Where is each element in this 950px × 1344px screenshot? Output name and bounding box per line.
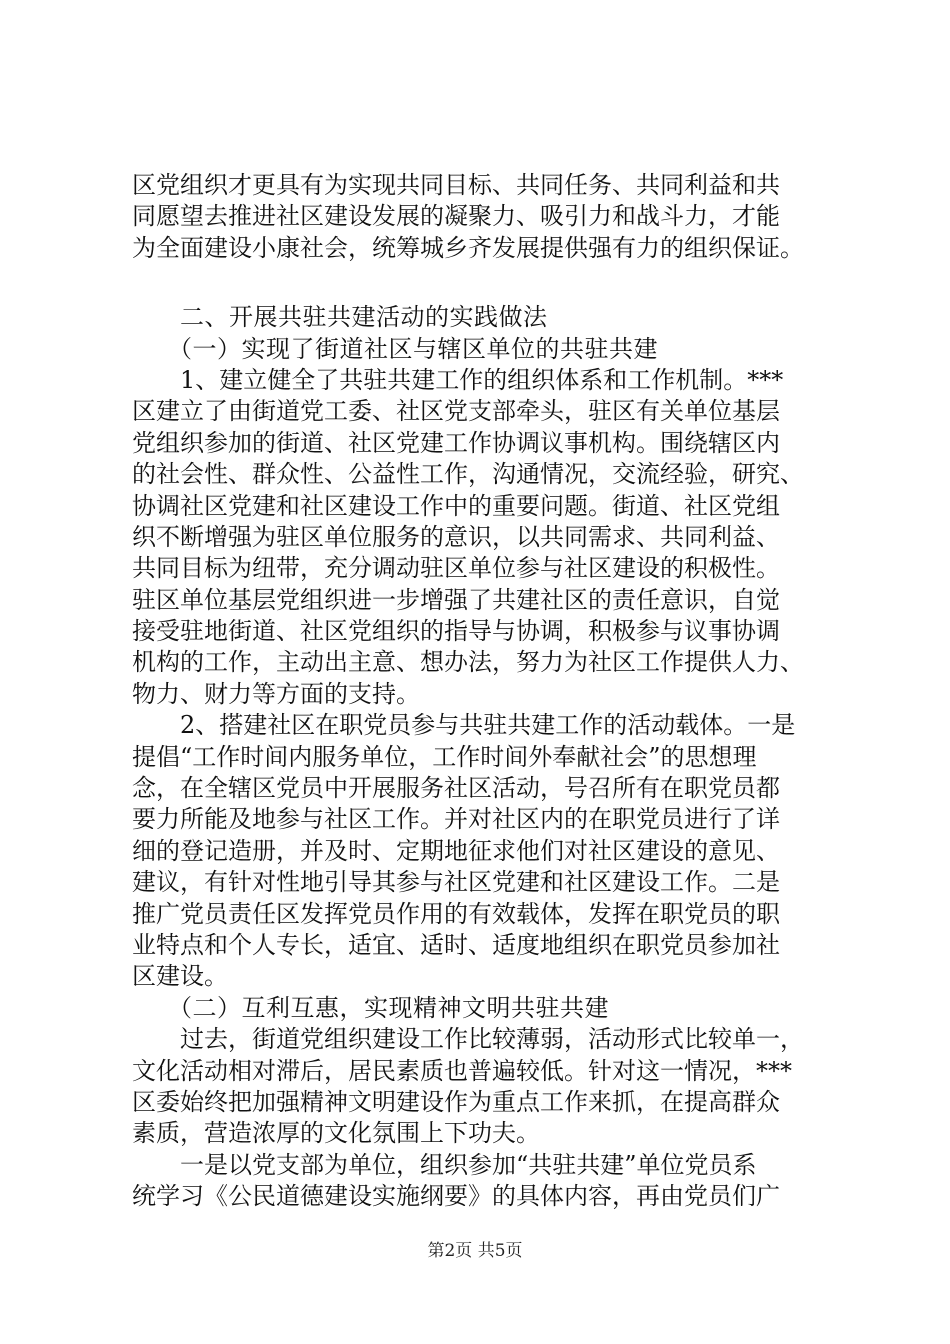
- page-number-label: 第2页 共5页: [427, 1241, 523, 1261]
- blank-line: [132, 264, 852, 302]
- text-line: 细的登记造册，并及时、定期地征求他们对社区建设的意见、: [132, 836, 780, 865]
- text-line: 织不断增强为驻区单位服务的意识，以共同需求、共同利益、: [132, 522, 780, 551]
- text-line: 区党组织才更具有为实现共同目标、共同任务、共同利益和共: [132, 171, 780, 199]
- text-line: 区委始终把加强精神文明建设作为重点工作来抓，在提高群众: [132, 1087, 780, 1116]
- subsection-heading: （二）互利互惠，实现精神文明共驻共建: [168, 993, 609, 1022]
- text-line: 共同目标为纽带，充分调动驻区单位参与社区建设的积极性。: [132, 554, 780, 583]
- text-line: 文化活动相对滞后，居民素质也普遍较低。针对这一情况，***: [132, 1056, 792, 1085]
- text-line: 协调社区党建和社区建设工作中的重要问题。街道、社区党组: [132, 491, 780, 520]
- document-body: [132, 170, 852, 1213]
- text-line: 建议，有针对性地引导其参与社区党建和社区建设工作。二是: [132, 868, 780, 897]
- text-line: 党组织参加的街道、社区党建工作协调议事机构。围绕辖区内: [132, 428, 780, 457]
- paragraph-start: 1、建立健全了共驻共建工作的组织体系和工作机制。***: [180, 365, 784, 394]
- text-line: 推广党员责任区发挥党员作用的有效载体，发挥在职党员的职: [132, 899, 780, 928]
- text-line: 业特点和个人专长，适宜、适时、适度地组织在职党员参加社: [132, 930, 780, 959]
- text-line: 念，在全辖区党员中开展服务社区活动，号召所有在职党员都: [132, 774, 780, 803]
- text-line: 接受驻地街道、社区党组织的指导与协调，积极参与议事协调: [132, 617, 780, 646]
- text-line: 机构的工作，主动出主意、想办法，努力为社区工作提供人力、: [132, 648, 804, 677]
- subsection-heading: （一）实现了街道社区与辖区单位的共驻共建: [168, 334, 658, 363]
- paragraph-start: 2、搭建社区在职党员参与共驻共建工作的活动载体。一是: [180, 711, 796, 740]
- text-line: 素质，营造浓厚的文化氛围上下功夫。: [132, 1119, 540, 1148]
- section-heading: 二、开展共驻共建活动的实践做法: [180, 303, 548, 332]
- paragraph-start: 一是以党支部为单位，组织参加“共驻共建”单位党员系: [180, 1150, 757, 1179]
- text-line: 为全面建设小康社会，统筹城乡齐发展提供强有力的组织保证。: [132, 233, 804, 262]
- page-footer: [0, 1240, 950, 1262]
- text-line: 的社会性、群众性、公益性工作，沟通情况，交流经验，研究、: [132, 460, 804, 489]
- text-line: 区建设。: [132, 962, 228, 991]
- text-line: 驻区单位基层党组织进一步增强了共建社区的责任意识，自觉: [132, 585, 780, 614]
- paragraph-start: 过去，街道党组织建设工作比较薄弱，活动形式比较单一，: [180, 1025, 804, 1054]
- text-line: 同愿望去推进社区建设发展的凝聚力、吸引力和战斗力，才能: [132, 202, 780, 231]
- text-line: 区建立了由街道党工委、社区党支部牵头，驻区有关单位基层: [132, 397, 780, 426]
- text-line: 统学习《公民道德建设实施纲要》的具体内容，再由党员们广: [132, 1182, 780, 1211]
- text-line: 要力所能及地参与社区工作。并对社区内的在职党员进行了详: [132, 805, 780, 834]
- text-line: 物力、财力等方面的支持。: [132, 679, 420, 708]
- text-line: 提倡“工作时间内服务单位，工作时间外奉献社会”的思想理: [132, 742, 757, 771]
